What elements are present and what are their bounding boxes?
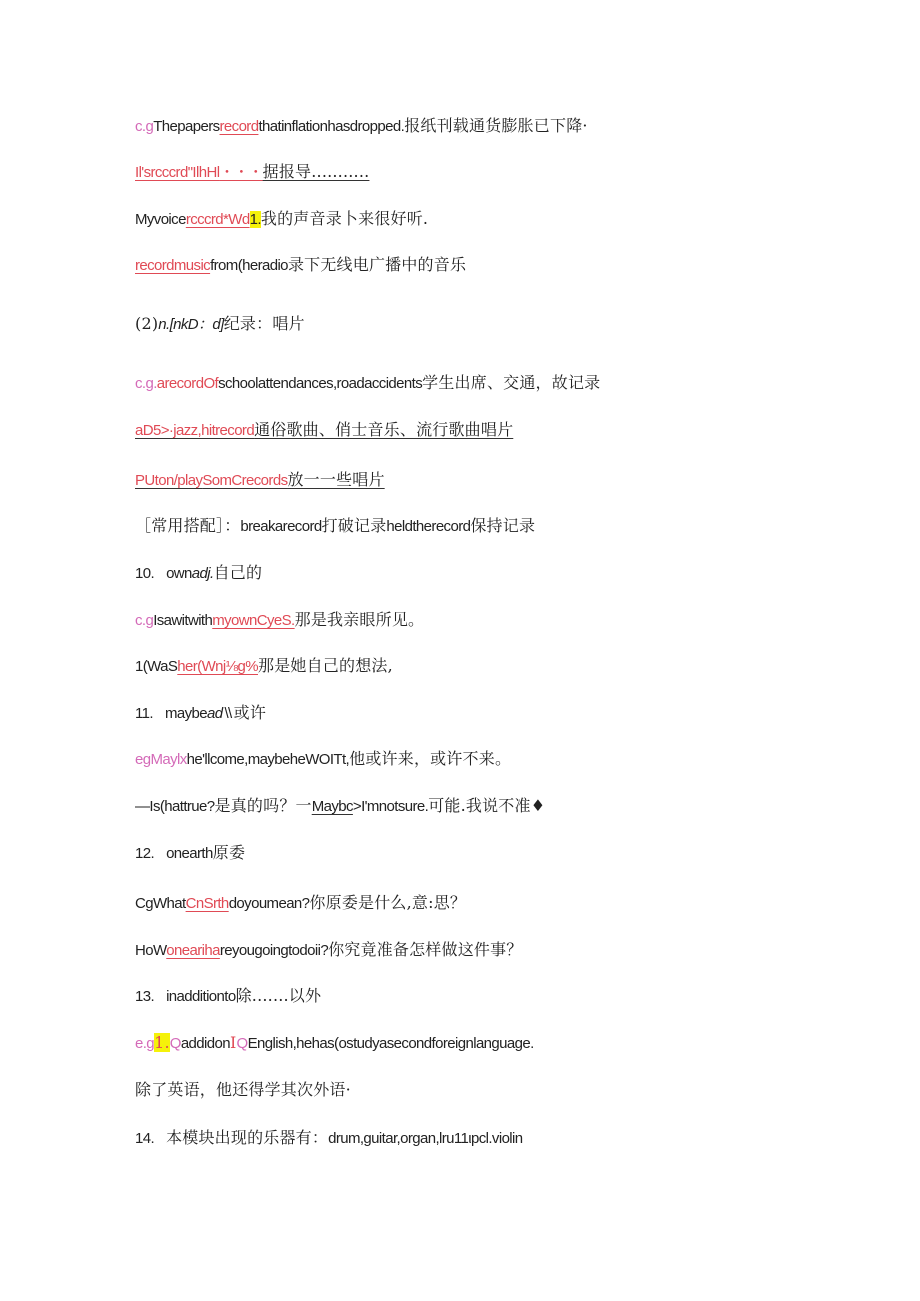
key-phrase: myownCyeS. — [212, 612, 295, 629]
cn-definition: 除.......以外 — [235, 986, 322, 1005]
garbled-mark: I — [230, 1033, 237, 1052]
key-phrase: Il'srcccrd"IlhHl — [135, 164, 220, 181]
en-text: breakarecord — [240, 518, 322, 535]
example-marker: e — [135, 751, 143, 768]
cn-translation: 除了英语，他还得学其次外语· — [135, 1080, 351, 1099]
cn-translation: 报纸刊载通货膨胀已下降· — [404, 116, 588, 135]
garbled-mark: Q — [236, 1035, 248, 1052]
example-line-10 — [135, 749, 511, 770]
en-text: addidon — [180, 1035, 230, 1052]
key-phrase: oneariha — [166, 942, 220, 959]
entry-number: 10. — [135, 565, 155, 582]
example-line-11 — [135, 796, 545, 817]
key-phrase: recordmusic — [135, 257, 211, 274]
en-text: he'llcome,maybeheWOITt, — [186, 751, 350, 768]
cn-translation: 保持记录 — [470, 516, 536, 535]
en-text: English,hehas(ostudyasecondforeignlanguage. — [247, 1035, 534, 1052]
example-line-12 — [135, 893, 466, 914]
ellipsis-dots: ・・・ — [219, 164, 263, 181]
en-text: from(heradio — [210, 257, 288, 274]
example-line-14 — [135, 1033, 534, 1054]
entry-number: 11. — [135, 705, 153, 722]
entry-number: 12. — [135, 845, 155, 862]
en-text: reyougoingtodoii? — [219, 942, 329, 959]
cn-translation: 你原委是什么,意:思？ — [309, 893, 467, 912]
example-line-6 — [135, 420, 513, 441]
example-marker: e.g — [135, 1035, 155, 1052]
entry-number: 14. — [135, 1130, 155, 1147]
part-of-speech: ad — [206, 705, 223, 722]
example-line-9 — [135, 656, 393, 677]
example-line-7 — [135, 470, 385, 491]
en-text: >I'mnotsure. — [352, 798, 429, 815]
en-text: HoW — [135, 942, 167, 959]
phonetic: [nkD：d] — [169, 316, 224, 333]
vocab-entry-13 — [135, 986, 321, 1007]
vocab-entry-11 — [135, 703, 266, 724]
cn-definition: 自己的 — [213, 563, 263, 582]
highlight-mark: 1. — [154, 1033, 170, 1052]
example-line-3 — [135, 209, 428, 230]
cn-translation: 录下无线电广播中的音乐 — [287, 255, 467, 274]
headword: maybe — [164, 705, 207, 722]
collocation-line — [135, 516, 535, 537]
definition-line-noun — [135, 314, 305, 335]
garbled-mark: Q — [169, 1035, 181, 1052]
garbled-mark: \\ — [224, 705, 232, 722]
en-text: 1(WaS — [135, 658, 178, 675]
key-phrase: CnSrth — [185, 895, 229, 912]
en-text: schoolattendances,roadaccidents — [218, 375, 423, 392]
cn-definition: 纪录：唱片 — [223, 314, 305, 333]
cn-translation: 是真的吗？一 — [214, 796, 312, 815]
en-text: heldtherecord — [386, 518, 471, 535]
key-phrase: arecordOf — [156, 375, 219, 392]
example-marker: c.g — [135, 612, 154, 629]
en-text: Thepapers — [153, 118, 220, 135]
cn-translation: 通俗歌曲、俏士音乐、流行歌曲唱片 — [254, 420, 514, 439]
cn-definition: 原委 — [212, 843, 246, 862]
en-text: —Is(hattrue? — [135, 798, 215, 815]
collocation-label: ［常用搭配］： — [135, 516, 241, 535]
part-of-speech: adj. — [191, 565, 214, 582]
example-line-13 — [135, 940, 523, 961]
en-text: drum,guitar,organ,lru11ιpcl.violin — [328, 1130, 523, 1147]
cn-translation: 我的声音录卜来很好听. — [260, 209, 429, 228]
entry-number: 13. — [135, 988, 155, 1005]
highlight-mark: 1. — [249, 211, 261, 228]
key-phrase: Maybc — [311, 798, 353, 815]
cn-translation: 据报导........... — [262, 162, 370, 181]
cn-translation: 那是她自己的想法, — [258, 656, 393, 675]
example-line-2 — [135, 162, 369, 183]
key-phrase: SomCrecords — [202, 472, 288, 489]
key-phrase: record — [219, 118, 259, 135]
key-phrase: her(Wnj⅛g% — [177, 658, 258, 675]
translation-line — [135, 1080, 351, 1101]
example-marker: c.g. — [135, 375, 157, 392]
sense-number: (2) — [135, 314, 159, 333]
headword: own — [166, 565, 192, 582]
cn-translation: 可能.我说不准♦ — [428, 796, 546, 815]
vocab-entry-12 — [135, 843, 245, 864]
example-line-8 — [135, 610, 424, 631]
cn-translation: 你究竟准备怎样做这件事？ — [328, 940, 523, 959]
example-line-5 — [135, 373, 600, 394]
cn-translation: 打破记录 — [321, 516, 387, 535]
headword: inadditionto — [166, 988, 236, 1005]
vocab-entry-14 — [135, 1128, 523, 1149]
en-text: Isawitwith — [153, 612, 213, 629]
example-marker: c.g — [135, 118, 154, 135]
example-line-4 — [135, 255, 466, 276]
key-phrase: gMaylx — [142, 751, 187, 768]
cn-translation: 他或许来，或许不来。 — [349, 749, 512, 768]
headword: onearth — [166, 845, 213, 862]
cn-translation: 学生出席、交通，故记录 — [422, 373, 601, 392]
en-text: thatinflationhasdropped. — [258, 118, 405, 135]
cn-definition: 本模块出现的乐器有： — [166, 1128, 329, 1147]
cn-translation: 那是我亲眼所见。 — [294, 610, 425, 629]
example-line-1 — [135, 116, 588, 137]
key-phrase: aD5>·jazz,hitrecord — [135, 422, 255, 439]
example-marker: CgWhat — [135, 895, 186, 912]
en-text: doyoumean? — [228, 895, 310, 912]
cn-definition: 或许 — [233, 703, 267, 722]
part-of-speech: n. — [158, 316, 170, 333]
en-text: Myvoice — [135, 211, 186, 228]
cn-translation: 放一一些唱片 — [287, 470, 385, 489]
vocab-entry-10 — [135, 563, 262, 584]
key-phrase: PUton/play — [135, 472, 203, 489]
key-phrase: rcccrd*Wd — [185, 211, 250, 228]
